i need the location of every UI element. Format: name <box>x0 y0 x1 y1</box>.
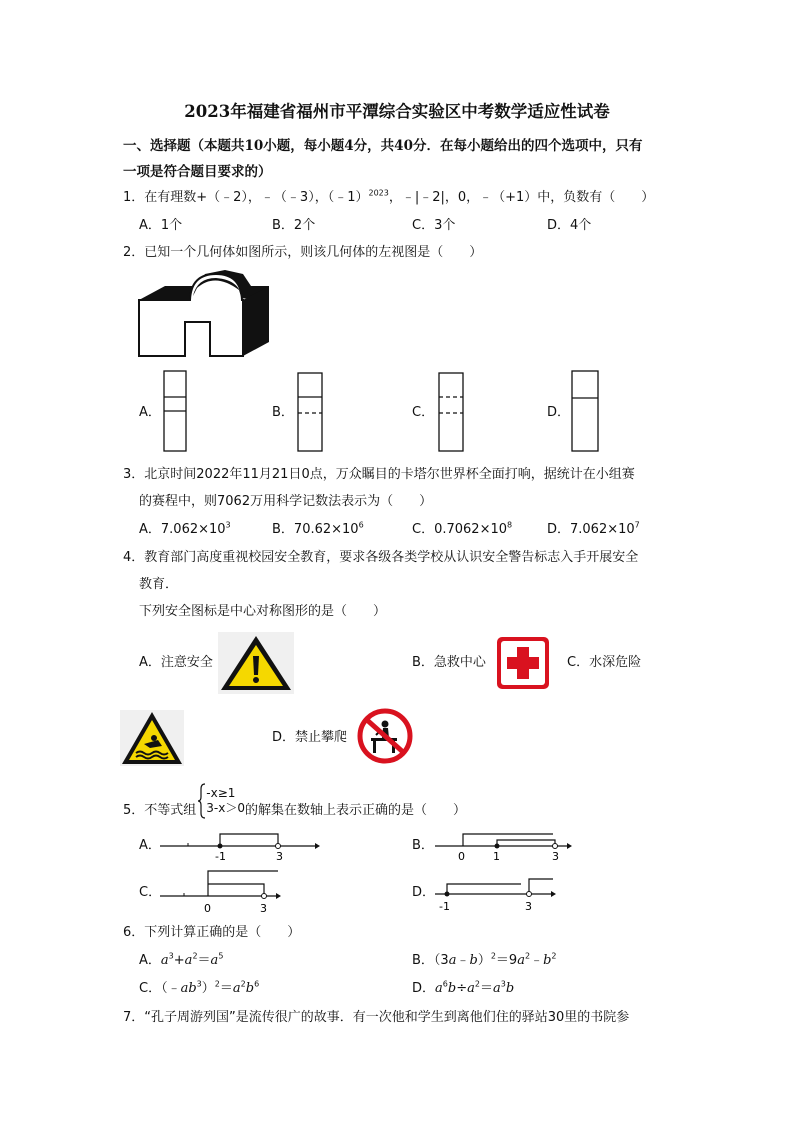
q5-text-b: 的解集在数轴上表示正确的是（ ） <box>244 802 466 818</box>
warning-triangle-icon <box>218 632 294 694</box>
q5d-label-2: 3 <box>525 900 532 913</box>
q4-option-d: D．禁止攀爬 <box>272 730 348 745</box>
q2-view-b <box>297 372 323 452</box>
q2-option-d: D． <box>547 405 571 420</box>
q5-numberline-b <box>435 826 575 862</box>
q4-option-c: C．水深危险 <box>567 655 642 670</box>
question-4-line3: 下列安全图标是中心对称图形的是（ ） <box>139 604 387 619</box>
q5-option-d: D． <box>412 885 436 900</box>
q2-view-c <box>438 372 464 452</box>
deep-water-warning-icon <box>120 710 184 766</box>
question-1 <box>123 190 654 206</box>
question-6: 6．下列计算正确的是（ ） <box>123 925 301 940</box>
q5-text-a: 5．不等式组 <box>123 802 197 818</box>
q4-option-a: A．注意安全 <box>139 655 213 670</box>
q2-view-a <box>163 370 187 452</box>
q5b-label-1: 0 <box>458 850 465 863</box>
q2-view-d <box>571 370 599 452</box>
question-3-line1: 3．北京时间2022年11月21日0点，万众瞩目的卡塔尔世界杯全面打响，据统计在小组赛 <box>123 467 635 482</box>
q1-option-a: A．1个 <box>139 218 183 233</box>
question-5 <box>123 783 466 823</box>
question-7: 7．“孔子周游列国”是流传很广的故事．有一次他和学生到离他们住的驿站30里的书院参 <box>123 1010 630 1025</box>
q5-inequality-1: -x≥1 <box>206 786 236 800</box>
q1-text-b: ，﹣|﹣2|，0，﹣（+1）中，负数有（ ） <box>388 190 655 205</box>
q2-option-c: C． <box>412 405 435 420</box>
q1-option-c: C．3个 <box>412 218 456 233</box>
q5-option-a: A． <box>139 838 161 853</box>
q6-option-c: C．$(﹣ab^3)^2=a^2b^6$ <box>139 979 260 996</box>
first-aid-cross-icon <box>496 636 550 690</box>
q2-option-a: A． <box>139 405 161 420</box>
q5-numberline-d <box>435 868 565 916</box>
page-title: 2023年福建省福州市平潭综合实验区中考数学适应性试卷 <box>184 102 610 121</box>
q6-option-a: A．$a^3+a^2=a^5$ <box>139 951 224 968</box>
q5-option-c: C． <box>139 885 162 900</box>
q6-option-b: B．$(3a﹣b)^2=9a^2﹣b^2$ <box>412 951 557 968</box>
question-2: 2．已知一个几何体如图所示，则该几何体的左视图是（ ） <box>123 245 483 260</box>
q4-option-b: B．急救中心 <box>412 655 486 670</box>
q1-option-b: B．2个 <box>272 218 316 233</box>
q1-option-d: D．4个 <box>547 218 592 233</box>
q5c-label-2: 3 <box>260 902 267 915</box>
q5-option-b: B． <box>412 838 434 853</box>
q1-text-a: 1．在有理数+（﹣2），﹣（﹣3），（﹣1） <box>123 190 369 205</box>
q3-option-d: D．$7.062\times 10^7$ <box>547 520 640 537</box>
q5d-label-1: -1 <box>439 900 450 913</box>
question-4-line2: 教育． <box>139 577 179 592</box>
q6-option-d: D．$a^6b\div a^2=a^3b$ <box>412 979 515 996</box>
q5a-label-2: 3 <box>276 850 283 863</box>
q5b-label-3: 3 <box>552 850 559 863</box>
q5c-label-1: 0 <box>204 902 211 915</box>
section-heading-line1: 一、选择题（本题共10小题，每小题4分，共40分．在每小题给出的四个选项中，只有 <box>123 138 643 154</box>
q5-numberline-a <box>160 826 320 862</box>
geometric-solid-figure <box>135 268 275 363</box>
q2-option-b: B． <box>272 405 294 420</box>
q3-option-a: A．$7.062\times 10^3$ <box>139 520 231 537</box>
no-climbing-icon <box>357 708 413 764</box>
left-brace-icon <box>198 783 206 819</box>
q3-option-b: B．$70.62\times 10^6$ <box>272 520 364 537</box>
q1-exponent: 2023 <box>368 188 389 198</box>
q5b-label-2: 1 <box>493 850 500 863</box>
section-heading-line2: 一项是符合题目要求的） <box>123 164 272 180</box>
question-4-line1: 4．教育部门高度重视校园安全教育，要求各级各类学校从认识安全警告标志入手开展安全 <box>123 550 639 565</box>
q3-option-c: C．$0.7062\times 10^8$ <box>412 520 513 537</box>
q5-inequality-2: 3-x＞0 <box>206 801 245 815</box>
question-3-line2: 的赛程中，则7062万用科学记数法表示为（ ） <box>139 494 433 509</box>
q5-numberline-c <box>160 868 290 916</box>
q5-inequality-system <box>198 783 245 819</box>
q5a-label-1: -1 <box>215 850 226 863</box>
